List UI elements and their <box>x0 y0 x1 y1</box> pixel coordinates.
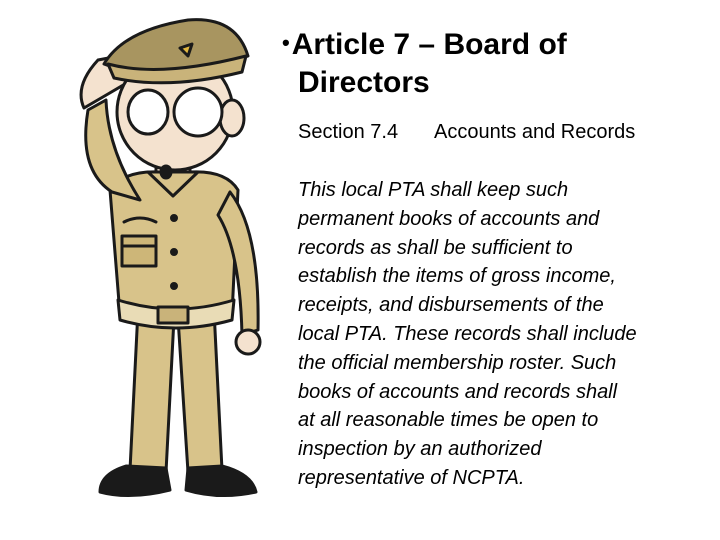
body-line: books of accounts and records shall <box>298 380 618 403</box>
title-bullet: • <box>282 30 290 55</box>
section-number: Section 7.4 <box>298 121 399 143</box>
body-line: inspection by an authorized <box>298 438 542 461</box>
body-line: permanent books of accounts and <box>298 207 600 230</box>
title-line-2: Directors <box>298 66 430 99</box>
body-line: local PTA. These records shall include <box>298 322 637 345</box>
title-line-1: Article 7 – Board of <box>291 28 567 61</box>
section-title: Accounts and Records <box>434 121 636 143</box>
body-line: This local PTA shall keep such <box>298 179 569 201</box>
body-paragraph <box>298 176 708 493</box>
body-line: records as shall be sufficient to <box>298 236 573 259</box>
body-line: receipts, and disbursements of the <box>298 294 604 317</box>
section-heading <box>298 119 708 145</box>
body-line: representative of NCPTA. <box>298 466 525 489</box>
body-line: establish the items of gross income, <box>298 265 616 288</box>
body-line: at all reasonable times be open to <box>298 409 599 432</box>
saluting-soldier-illustration <box>60 0 300 510</box>
body-line: the official membership roster. Such <box>298 351 617 374</box>
slide-title <box>282 24 702 102</box>
